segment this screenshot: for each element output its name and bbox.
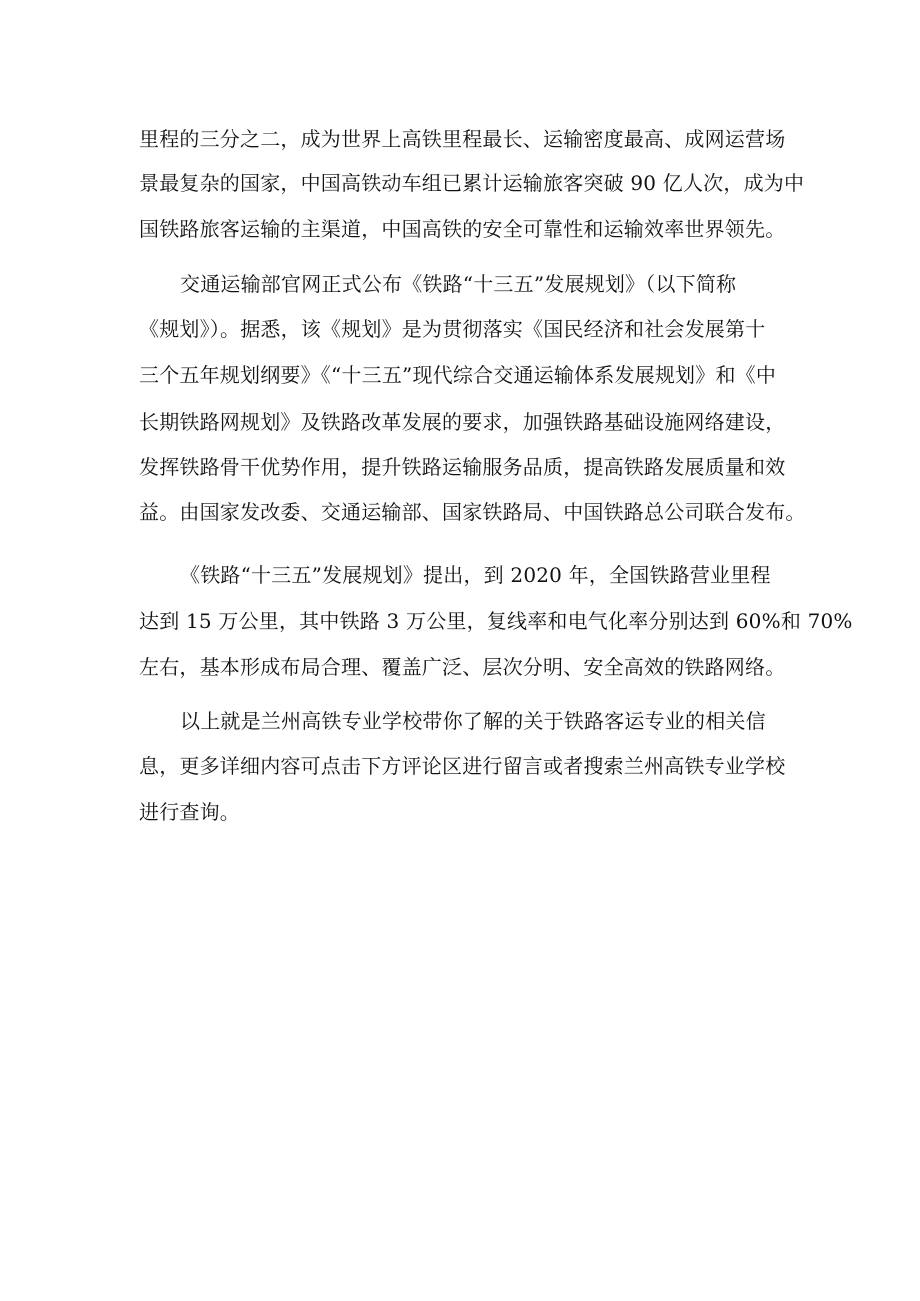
paragraph-4-line-3: 进行查询。 xyxy=(139,800,240,824)
paragraph-2-line-3: 三个五年规划纲要》《“十三五”现代综合交通运输体系发展规划》和《中 xyxy=(139,363,777,387)
paragraph-4-line-1: 以上就是兰州高铁专业学校带你了解的关于铁路客运专业的相关信 xyxy=(180,709,766,733)
paragraph-2-line-4: 长期铁路网规划》及铁路改革发展的要求，加强铁路基础设施网络建设， xyxy=(139,410,786,434)
paragraph-4-line-2: 息，更多详细内容可点击下方评论区进行留言或者搜索兰州高铁专业学校 xyxy=(139,754,786,778)
paragraph-1-line-1: 里程的三分之二，成为世界上高铁里程最长、运输密度最高、成网运营场 xyxy=(139,127,786,151)
paragraph-2-line-6: 益。由国家发改委、交通运输部、国家铁路局、中国铁路总公司联合发布。 xyxy=(139,500,806,524)
paragraph-1-line-2: 景最复杂的国家，中国高铁动车组已累计运输旅客突破 90 亿人次，成为中 xyxy=(139,171,805,195)
paragraph-2-line-1: 交通运输部官网正式公布《铁路“十三五”发展规划》（以下简称 xyxy=(180,272,737,296)
paragraph-1-line-3: 国铁路旅客运输的主渠道，中国高铁的安全可靠性和运输效率世界领先。 xyxy=(139,217,786,241)
paragraph-3-line-2: 达到 15 万公里，其中铁路 3 万公里，复线率和电气化率分别达到 60%和 70% xyxy=(139,609,853,633)
paragraph-2-line-5: 发挥铁路骨干优势作用，提升铁路运输服务品质，提高铁路发展质量和效 xyxy=(139,455,786,479)
paragraph-3-line-3: 左右，基本形成布局合理、覆盖广泛、层次分明、安全高效的铁路网络。 xyxy=(139,655,786,679)
paragraph-2-line-2: 《规划》）。据悉，该《规划》是为贯彻落实《国民经济和社会发展第十 xyxy=(139,317,766,341)
paragraph-3-line-1: 《铁路“十三五”发展规划》提出，到 2020 年，全国铁路营业里程 xyxy=(180,563,771,587)
